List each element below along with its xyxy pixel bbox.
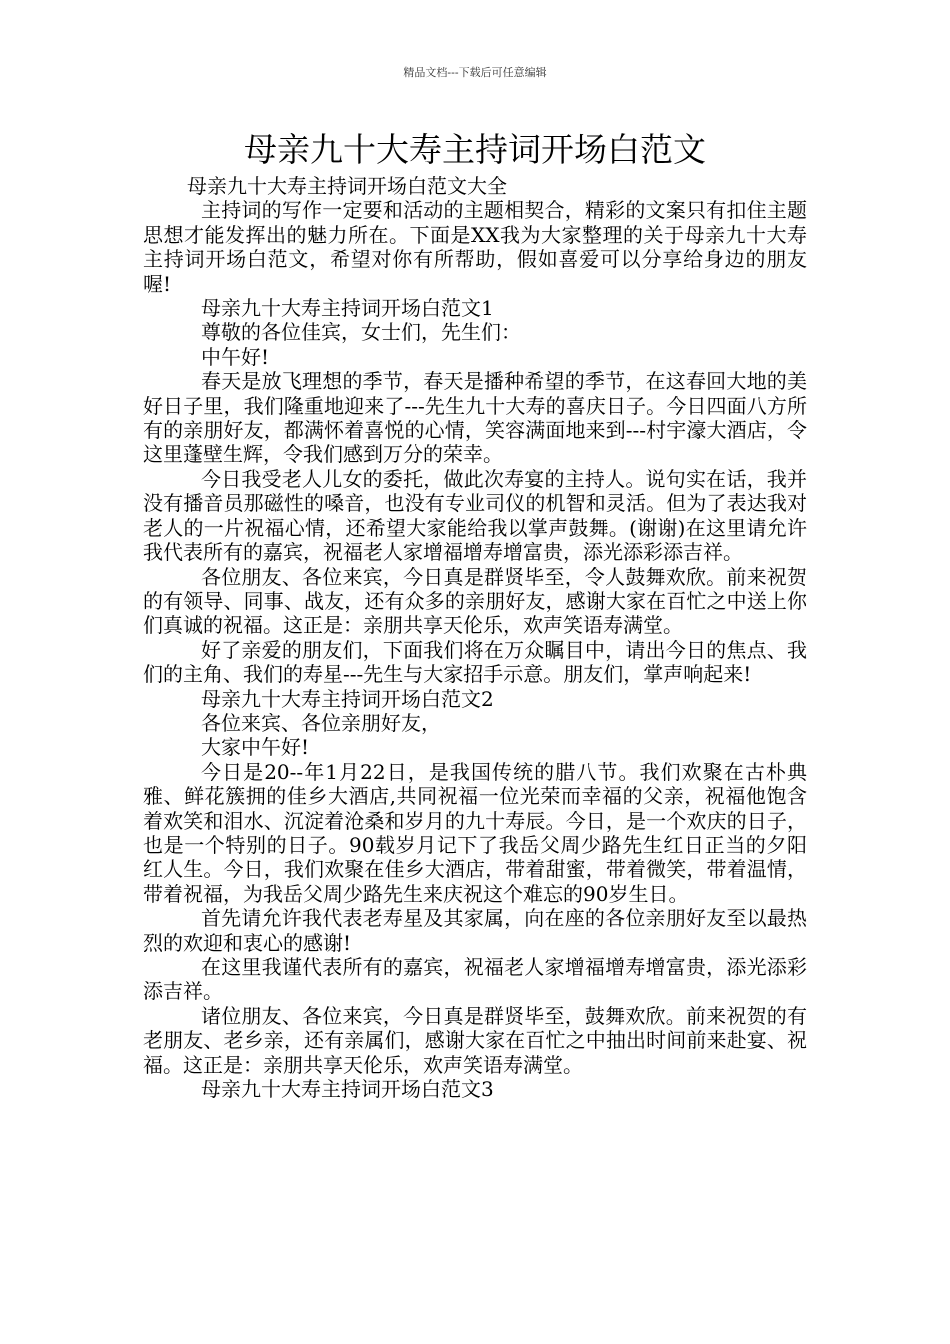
- body-paragraph: 在这里我谨代表所有的嘉宾，祝福老人家增福增寿增富贵，添光添彩添吉祥。: [143, 955, 807, 1004]
- page-header: 精品文档---下载后可任意编辑: [403, 66, 547, 79]
- section-heading-1: 母亲九十大寿主持词开场白范文1: [201, 296, 494, 321]
- body-paragraph: 好了亲爱的朋友们，下面我们将在万众瞩目中，请出今日的焦点、我们的主角、我们的寿星---先生与大家招手示意。朋友们，掌声响起来!: [143, 637, 807, 687]
- greeting-paragraph: 中午好!: [201, 344, 270, 369]
- greeting-paragraph: 大家中午好!: [201, 735, 310, 760]
- body-paragraph: 诸位朋友、各位来宾，今日真是群贤毕至，鼓舞欢欣。前来祝贺的有老朋友、老乡亲，还有亲属们，感谢大家在百忙之中抽出时间前来赴宴、祝福。这正是：亲朋共享天伦乐，欢声笑语寿满堂。: [143, 1003, 807, 1077]
- salutation-paragraph: 尊敬的各位佳宾，女士们，先生们：: [201, 320, 521, 345]
- document-title: 母亲九十大寿主持词开场白范文: [244, 130, 706, 169]
- intro-paragraph: 主持词的写作一定要和活动的主题相契合，精彩的文案只有扣住主题思想才能发挥出的魅力所在。下面是XX我为大家整理的关于母亲九十大寿主持词开场白范文，希望对你有所帮助，假如喜爱可以分享给身边的朋友喔!: [143, 198, 807, 296]
- document-body: [143, 174, 807, 1101]
- salutation-paragraph: 各位来宾、各位亲朋好友，: [201, 710, 441, 735]
- document-subtitle: 母亲九十大寿主持词开场白范文大全: [187, 174, 507, 198]
- body-paragraph: 首先请允许我代表老寿星及其家属，向在座的各位亲朋好友至以最热烈的欢迎和衷心的感谢!: [143, 906, 807, 955]
- body-paragraph: 今日我受老人儿女的委托，做此次寿宴的主持人。说句实在话，我并没有播音员那磁性的嗓音，也没有专业司仪的机智和灵活。但为了表达我对老人的一片祝福心情，还希望大家能给我以掌声鼓舞。(谢谢)在这里请允许我代表所有的嘉宾，祝福老人家增福增寿增富贵，添光添彩添吉祥。: [143, 466, 807, 565]
- section-heading-3: 母亲九十大寿主持词开场白范文3: [201, 1077, 494, 1102]
- body-paragraph: 各位朋友、各位来宾，今日真是群贤毕至，令人鼓舞欢欣。前来祝贺的有领导、同事、战友，还有众多的亲朋好友，感谢大家在百忙之中送上你们真诚的祝福。这正是：亲朋共享天伦乐，欢声笑语寿满堂。: [143, 564, 807, 638]
- body-paragraph: 今日是20--年1月22日，是我国传统的腊八节。我们欢聚在古朴典雅、鲜花簇拥的佳乡大酒店,共同祝福一位光荣而幸福的父亲，祝福他饱含着欢笑和泪水、沉淀着沧桑和岁月的九十寿辰。今日，是一个欢庆的日子，也是一个特别的日子。90载岁月记下了我岳父周少路先生红日正当的夕阳红人生。今日，我们欢聚在佳乡大酒店，带着甜蜜，带着微笑，带着温情，带着祝福，为我岳父周少路先生来庆祝这个难忘的90岁生日。: [143, 759, 807, 906]
- section-heading-2: 母亲九十大寿主持词开场白范文2: [201, 686, 494, 711]
- body-paragraph: 春天是放飞理想的季节，春天是播种希望的季节，在这春回大地的美好日子里，我们隆重地迎来了---先生九十大寿的喜庆日子。今日四面八方所有的亲朋好友，都满怀着喜悦的心情，笑容满面地来到---村宇濠大酒店，令这里蓬壁生辉，令我们感到万分的荣幸。: [143, 369, 807, 467]
